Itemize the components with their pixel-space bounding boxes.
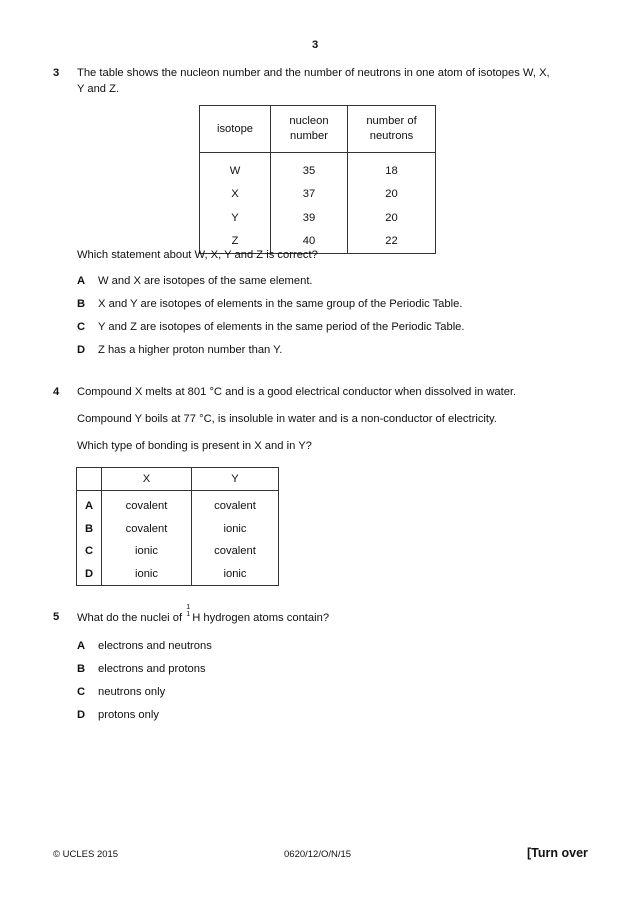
table-row xyxy=(77,518,279,541)
row-letter: C xyxy=(77,540,102,563)
row-letter: D xyxy=(77,563,102,586)
isotope-table-header-row xyxy=(200,106,436,153)
cell-nucleon: 37 xyxy=(271,183,348,207)
q4-question: Which type of bonding is present in X and in Y? xyxy=(77,440,312,452)
cell-nucleon: 35 xyxy=(271,153,348,183)
row-letter: B xyxy=(77,518,102,541)
q3-option-c-letter: C xyxy=(77,321,86,333)
header-blank xyxy=(77,468,102,491)
q3-option-b-letter: B xyxy=(77,298,86,310)
q5-question xyxy=(77,604,330,624)
cell-isotope: X xyxy=(200,183,271,207)
page-number: 3 xyxy=(312,39,319,51)
q4-number: 4 xyxy=(53,386,60,398)
q3-option-d-text: Z has a higher proton number than Y. xyxy=(98,344,283,356)
cell-neutrons: 22 xyxy=(348,230,436,254)
q3-question: Which statement about W, X, Y and Z is correct? xyxy=(77,249,318,261)
cell-isotope: Z xyxy=(200,230,271,254)
q5-option-d-text: protons only xyxy=(98,709,159,721)
q5-option-b-text: electrons and protons xyxy=(98,663,206,675)
q5-option-c-letter: C xyxy=(77,686,86,698)
table-row xyxy=(77,563,279,586)
nuclide-atomic-number: 1 xyxy=(186,611,191,618)
table-row xyxy=(77,540,279,563)
q5-question-after: hydrogen atoms contain? xyxy=(203,612,330,624)
q5-option-b-letter: B xyxy=(77,663,86,675)
header-nucleon-line1: nucleon xyxy=(289,115,329,127)
header-isotope-line: isotope xyxy=(216,122,254,135)
footer-turn-over: [Turn over xyxy=(527,846,588,860)
cell-isotope: Y xyxy=(200,206,271,230)
cell-x-bonding: covalent xyxy=(102,518,192,541)
q3-stem-line1: The table shows the nucleon number and the number of neutrons in one atom of isotopes W, X, xyxy=(77,67,550,79)
q5-option-a-letter: A xyxy=(77,640,86,652)
cell-x-bonding: covalent xyxy=(102,491,192,518)
q3-option-d-letter: D xyxy=(77,344,86,356)
cell-y-bonding: ionic xyxy=(192,563,279,586)
header-x: X xyxy=(102,468,192,491)
cell-x-bonding: ionic xyxy=(102,563,192,586)
q3-number: 3 xyxy=(53,67,60,79)
footer-paper-code: 0620/12/O/N/15 xyxy=(284,849,352,860)
q4-stem-line2: Compound Y boils at 77 °C, is insoluble in water and is a non-conductor of electricity. xyxy=(77,413,497,425)
footer-copyright: © UCLES 2015 xyxy=(53,849,119,860)
header-neutrons-line1: number of xyxy=(366,115,417,127)
q3-option-a-text: W and X are isotopes of the same element. xyxy=(98,275,313,287)
header-nucleon-line2: number xyxy=(290,130,328,142)
bonding-table-header-row xyxy=(77,468,279,491)
isotope-table xyxy=(199,105,436,254)
cell-x-bonding: ionic xyxy=(102,540,192,563)
cell-nucleon: 39 xyxy=(271,206,348,230)
q5-option-c-text: neutrons only xyxy=(98,686,166,698)
cell-nucleon: 40 xyxy=(271,230,348,254)
header-y: Y xyxy=(192,468,279,491)
nuclide-symbol: H xyxy=(192,612,201,624)
cell-neutrons: 18 xyxy=(348,153,436,183)
q5-option-d-letter: D xyxy=(77,709,86,721)
q3-option-a-letter: A xyxy=(77,275,86,287)
q5-number: 5 xyxy=(53,611,60,623)
cell-y-bonding: ionic xyxy=(192,518,279,541)
q3-option-c-text: Y and Z are isotopes of elements in the same period of the Periodic Table. xyxy=(98,321,465,333)
q5-option-a-text: electrons and neutrons xyxy=(98,640,212,652)
bonding-table xyxy=(76,467,279,586)
table-row xyxy=(200,206,436,230)
q4-stem-line1: Compound X melts at 801 °C and is a good electrical conductor when dissolved in water. xyxy=(77,386,517,398)
q3-stem-line2: Y and Z. xyxy=(77,83,120,95)
cell-neutrons: 20 xyxy=(348,206,436,230)
cell-isotope: W xyxy=(200,153,271,183)
nuclide-notation xyxy=(185,604,192,621)
table-row xyxy=(77,491,279,518)
table-row xyxy=(200,153,436,183)
q3-option-b-text: X and Y are isotopes of elements in the same group of the Periodic Table. xyxy=(98,298,463,310)
cell-y-bonding: covalent xyxy=(192,491,279,518)
header-neutrons-line2: neutrons xyxy=(369,130,414,142)
cell-y-bonding: covalent xyxy=(192,540,279,563)
header-isotope xyxy=(200,106,271,153)
header-number-of-neutrons xyxy=(348,106,436,153)
table-row xyxy=(200,183,436,207)
nuclide-mass-number: 1 xyxy=(186,604,191,611)
header-nucleon-number xyxy=(271,106,348,153)
row-letter: A xyxy=(77,491,102,518)
cell-neutrons: 20 xyxy=(348,183,436,207)
q5-question-before: What do the nuclei of xyxy=(77,612,183,624)
